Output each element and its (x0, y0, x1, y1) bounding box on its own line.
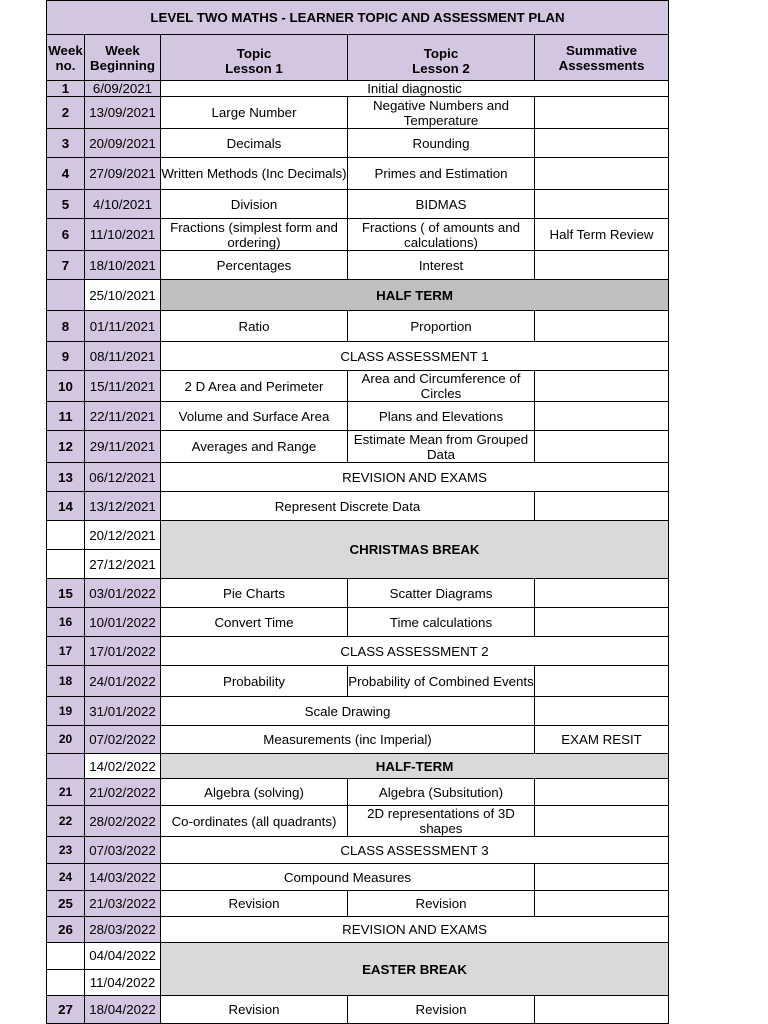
week-beginning-cell: 01/11/2021 (85, 311, 161, 342)
table-row (47, 637, 669, 666)
table-row (47, 311, 669, 342)
lesson-1-cell: Ratio (161, 311, 348, 342)
week-beginning-cell: 20/12/2021 (85, 521, 161, 550)
summative-assessment-cell (535, 864, 669, 891)
week-number-cell: 24 (47, 864, 85, 891)
topic-span-cell: REVISION AND EXAMS (161, 463, 669, 492)
break-cell: CHRISTMAS BREAK (161, 521, 669, 579)
lesson-1-cell: Decimals (161, 129, 348, 158)
table-row (47, 158, 669, 190)
table-row (47, 251, 669, 280)
header-lesson-1: Topic Lesson 1 (161, 35, 348, 81)
lesson-2-cell: Revision (348, 996, 535, 1024)
summative-assessment-cell (535, 402, 669, 431)
table-row (47, 726, 669, 754)
lesson-1-cell: Revision (161, 891, 348, 917)
table-row (47, 608, 669, 637)
lesson-2-cell: Time calculations (348, 608, 535, 637)
summative-assessment-cell (535, 996, 669, 1024)
lesson-2-cell: 2D representations of 3D shapes (348, 806, 535, 837)
table-row (47, 342, 669, 371)
table-row (47, 371, 669, 402)
week-number-cell (47, 280, 85, 311)
summative-assessment-cell (535, 608, 669, 637)
table-row (47, 666, 669, 697)
week-beginning-cell: 6/09/2021 (85, 81, 161, 97)
table-row (47, 891, 669, 917)
lesson-1-cell: Percentages (161, 251, 348, 280)
table-row (47, 97, 669, 129)
lesson-2-cell: Fractions ( of amounts and calculations) (348, 219, 535, 251)
summative-assessment-cell (535, 806, 669, 837)
table-row (47, 219, 669, 251)
break-cell: HALF TERM (161, 280, 669, 311)
topic-span-cell: CLASS ASSESSMENT 3 (161, 837, 669, 864)
week-beginning-cell: 18/10/2021 (85, 251, 161, 280)
header-summative-assessments: Summative Assessments (535, 35, 669, 81)
week-number-cell (47, 969, 85, 996)
table-row (47, 697, 669, 726)
week-number-cell: 5 (47, 190, 85, 219)
break-cell: EASTER BREAK (161, 943, 669, 996)
lesson-1-cell: Division (161, 190, 348, 219)
lesson-2-cell: Area and Circumference of Circles (348, 371, 535, 402)
week-number-cell: 1 (47, 81, 85, 97)
week-number-cell: 20 (47, 726, 85, 754)
lesson-1-cell: Averages and Range (161, 431, 348, 463)
week-beginning-cell: 06/12/2021 (85, 463, 161, 492)
lesson-2-cell: BIDMAS (348, 190, 535, 219)
summative-assessment-cell (535, 666, 669, 697)
lesson-2-cell: Estimate Mean from Grouped Data (348, 431, 535, 463)
lesson-2-cell: Primes and Estimation (348, 158, 535, 190)
lesson-2-cell: Plans and Elevations (348, 402, 535, 431)
week-beginning-cell: 24/01/2022 (85, 666, 161, 697)
week-number-cell: 27 (47, 996, 85, 1024)
week-number-cell: 9 (47, 342, 85, 371)
summative-assessment-cell (535, 311, 669, 342)
week-beginning-cell: 27/12/2021 (85, 550, 161, 579)
table-row (47, 943, 669, 970)
table-row (47, 129, 669, 158)
week-number-cell: 22 (47, 806, 85, 837)
lesson-2-cell: Scatter Diagrams (348, 579, 535, 608)
week-beginning-cell: 17/01/2022 (85, 637, 161, 666)
lesson-1-cell: Convert Time (161, 608, 348, 637)
lesson-2-cell: Probability of Combined Events (348, 666, 535, 697)
summative-assessment-cell (535, 492, 669, 521)
week-number-cell: 11 (47, 402, 85, 431)
week-number-cell (47, 754, 85, 779)
header-row (47, 35, 669, 81)
summative-assessment-cell (535, 129, 669, 158)
summative-assessment-cell: Half Term Review (535, 219, 669, 251)
lesson-2-cell: Proportion (348, 311, 535, 342)
topic-span-cell: Compound Measures (161, 864, 535, 891)
week-number-cell: 23 (47, 837, 85, 864)
table-row (47, 917, 669, 943)
summative-assessment-cell (535, 97, 669, 129)
topic-span-cell: CLASS ASSESSMENT 1 (161, 342, 669, 371)
page-title: LEVEL TWO MATHS - LEARNER TOPIC AND ASSESSMENT PLAN (47, 1, 669, 35)
week-number-cell: 17 (47, 637, 85, 666)
topic-span-cell: CLASS ASSESSMENT 2 (161, 637, 669, 666)
topic-span-cell: Scale Drawing (161, 697, 535, 726)
table-row (47, 463, 669, 492)
week-number-cell: 6 (47, 219, 85, 251)
table-row (47, 754, 669, 779)
week-number-cell: 19 (47, 697, 85, 726)
week-number-cell: 2 (47, 97, 85, 129)
week-beginning-cell: 28/03/2022 (85, 917, 161, 943)
lesson-1-cell: Co-ordinates (all quadrants) (161, 806, 348, 837)
week-number-cell: 12 (47, 431, 85, 463)
header-week-beginning: Week Beginning (85, 35, 161, 81)
lesson-1-cell: Probability (161, 666, 348, 697)
lesson-2-cell: Negative Numbers and Temperature (348, 97, 535, 129)
week-beginning-cell: 21/03/2022 (85, 891, 161, 917)
week-beginning-cell: 13/12/2021 (85, 492, 161, 521)
summative-assessment-cell (535, 579, 669, 608)
topic-span-cell: Initial diagnostic (161, 81, 669, 97)
lesson-1-cell: Volume and Surface Area (161, 402, 348, 431)
summative-assessment-cell (535, 779, 669, 806)
lesson-2-cell: Algebra (Subsitution) (348, 779, 535, 806)
table-row (47, 280, 669, 311)
summative-assessment-cell (535, 431, 669, 463)
week-beginning-cell: 10/01/2022 (85, 608, 161, 637)
table-row (47, 996, 669, 1024)
lesson-2-cell: Rounding (348, 129, 535, 158)
summative-assessment-cell (535, 251, 669, 280)
week-number-cell: 16 (47, 608, 85, 637)
week-number-cell: 26 (47, 917, 85, 943)
table-row (47, 779, 669, 806)
week-beginning-cell: 25/10/2021 (85, 280, 161, 311)
week-beginning-cell: 28/02/2022 (85, 806, 161, 837)
table-row (47, 837, 669, 864)
week-beginning-cell: 11/10/2021 (85, 219, 161, 251)
week-number-cell: 14 (47, 492, 85, 521)
week-beginning-cell: 07/02/2022 (85, 726, 161, 754)
week-beginning-cell: 04/04/2022 (85, 943, 161, 970)
table-row (47, 431, 669, 463)
week-beginning-cell: 14/02/2022 (85, 754, 161, 779)
week-number-cell (47, 943, 85, 970)
header-lesson-2: Topic Lesson 2 (348, 35, 535, 81)
plan-table (46, 0, 669, 1024)
table-row (47, 81, 669, 97)
summative-assessment-cell (535, 371, 669, 402)
table-row (47, 402, 669, 431)
week-number-cell: 4 (47, 158, 85, 190)
week-beginning-cell: 20/09/2021 (85, 129, 161, 158)
lesson-2-cell: Interest (348, 251, 535, 280)
week-beginning-cell: 22/11/2021 (85, 402, 161, 431)
topic-span-cell: REVISION AND EXAMS (161, 917, 669, 943)
summative-assessment-cell: EXAM RESIT (535, 726, 669, 754)
header-week-no: Week no. (47, 35, 85, 81)
summative-assessment-cell (535, 158, 669, 190)
week-beginning-cell: 14/03/2022 (85, 864, 161, 891)
summative-assessment-cell (535, 891, 669, 917)
table-row (47, 190, 669, 219)
week-beginning-cell: 18/04/2022 (85, 996, 161, 1024)
week-number-cell: 15 (47, 579, 85, 608)
table-row (47, 864, 669, 891)
week-beginning-cell: 31/01/2022 (85, 697, 161, 726)
table-row (47, 521, 669, 550)
lesson-1-cell: Large Number (161, 97, 348, 129)
week-number-cell (47, 521, 85, 550)
week-number-cell (47, 550, 85, 579)
week-beginning-cell: 29/11/2021 (85, 431, 161, 463)
week-number-cell: 21 (47, 779, 85, 806)
week-number-cell: 18 (47, 666, 85, 697)
week-number-cell: 13 (47, 463, 85, 492)
table-row (47, 492, 669, 521)
week-beginning-cell: 08/11/2021 (85, 342, 161, 371)
summative-assessment-cell (535, 190, 669, 219)
week-number-cell: 8 (47, 311, 85, 342)
lesson-1-cell: Written Methods (Inc Decimals) (161, 158, 348, 190)
week-number-cell: 7 (47, 251, 85, 280)
table-row (47, 579, 669, 608)
table-row (47, 806, 669, 837)
week-number-cell: 10 (47, 371, 85, 402)
week-beginning-cell: 15/11/2021 (85, 371, 161, 402)
topic-span-cell: Represent Discrete Data (161, 492, 535, 521)
lesson-1-cell: Algebra (solving) (161, 779, 348, 806)
lesson-1-cell: Revision (161, 996, 348, 1024)
week-beginning-cell: 07/03/2022 (85, 837, 161, 864)
summative-assessment-cell (535, 697, 669, 726)
week-beginning-cell: 4/10/2021 (85, 190, 161, 219)
lesson-1-cell: Pie Charts (161, 579, 348, 608)
week-beginning-cell: 27/09/2021 (85, 158, 161, 190)
lesson-2-cell: Revision (348, 891, 535, 917)
week-beginning-cell: 03/01/2022 (85, 579, 161, 608)
lesson-1-cell: Fractions (simplest form and ordering) (161, 219, 348, 251)
week-beginning-cell: 21/02/2022 (85, 779, 161, 806)
week-beginning-cell: 11/04/2022 (85, 969, 161, 996)
week-beginning-cell: 13/09/2021 (85, 97, 161, 129)
week-number-cell: 3 (47, 129, 85, 158)
lesson-1-cell: 2 D Area and Perimeter (161, 371, 348, 402)
break-cell: HALF-TERM (161, 754, 669, 779)
week-number-cell: 25 (47, 891, 85, 917)
topic-span-cell: Measurements (inc Imperial) (161, 726, 535, 754)
